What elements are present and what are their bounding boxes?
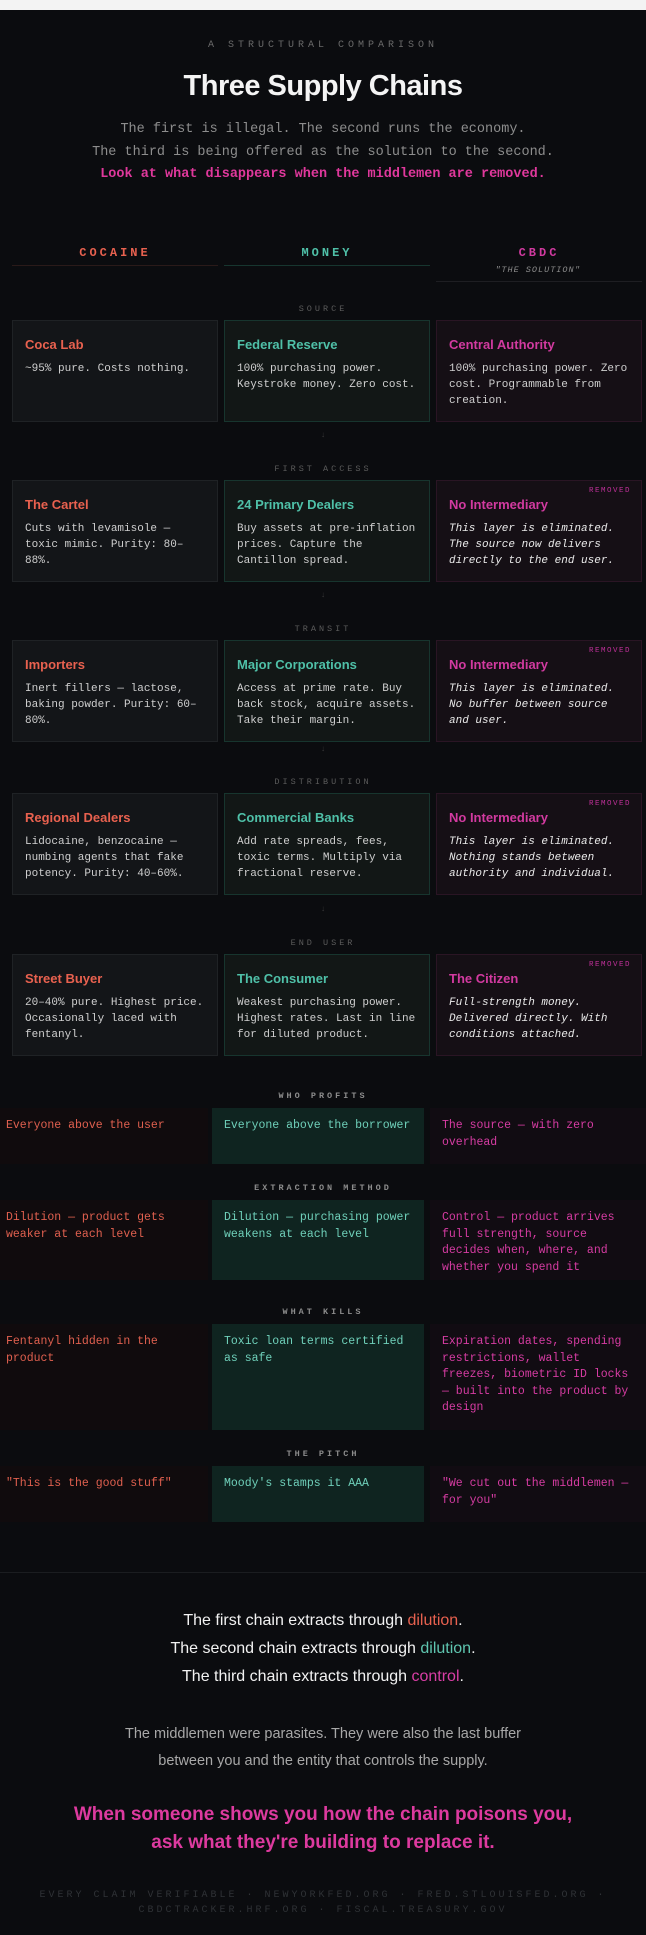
card-text: Inert fillers — lactose, baking powder. Purity: 60–80%. [25,683,197,727]
card-commercial-banks [224,793,430,895]
card-title: The Citizen [449,971,519,986]
conclusion-text: The first chain extracts through [183,1612,408,1629]
card-no-intermediary-3 [436,793,642,895]
card-text: Cuts with levamisole — toxic mimic. Purity: 80–88%. [25,523,184,567]
subtitle-line-2: The third is being offered as the solution to the second. [92,145,554,160]
card-title: No Intermediary [449,810,548,825]
summary-label-extraction: EXTRACTION METHOD [254,1183,392,1193]
kicker: A STRUCTURAL COMPARISON [207,40,439,51]
column-underline-cocaine [12,265,218,266]
stage-label-source: SOURCE [298,304,348,314]
closing-paragraph-line-1: The middlemen were parasites. They were also the last buffer [125,1726,521,1742]
conclusion-line-2 [0,1640,646,1658]
card-text: Full-strength money. Delivered directly. With conditions attached. [449,997,608,1041]
summary-cocaine-extraction: Dilution — product gets weaker at each level [0,1200,208,1280]
card-text: Access at prime rate. Buy back stock, acquire assets. Take their margin. [237,683,416,727]
conclusion-text: The third chain extracts through [182,1668,412,1685]
top-bar [0,0,646,10]
card-title: Commercial Banks [237,810,355,825]
keyword-dilution: dilution [407,1612,459,1629]
card-text: This layer is eliminated. The source now delivers directly to the end user. [449,523,615,567]
removed-badge: REMOVED [588,487,631,495]
card-major-corporations [224,640,430,742]
card-the-cartel [12,480,218,582]
card-federal-reserve [224,320,430,422]
page-title: Three Supply Chains [183,70,463,102]
summary-cbdc-extraction: Control — product arrives full strength, source decides when, where, and whether you spend it [430,1200,646,1280]
cbdc-solution-note: "THE SOLUTION" [495,265,581,275]
card-title: Street Buyer [25,971,103,986]
closing-paragraph-line-2: between you and the entity that controls the supply. [158,1753,488,1769]
conclusion-text: . [459,1668,464,1685]
down-arrow-icon: ↓ [321,744,325,753]
summary-money-the-pitch: Moody's stamps it AAA [212,1466,424,1522]
removed-badge: REMOVED [588,961,631,969]
column-head-cbdc: CBDC [518,246,560,260]
card-title: Coca Lab [25,337,84,352]
card-regional-dealers [12,793,218,895]
card-the-consumer [224,954,430,1056]
summary-label-what-kills: WHAT KILLS [282,1307,364,1317]
summary-money-who-profits: Everyone above the borrower [212,1108,424,1164]
column-underline-money [224,265,430,266]
conclusion-text: . [471,1640,476,1657]
stage-label-distribution: DISTRIBUTION [274,777,372,787]
card-title: The Cartel [25,497,89,512]
down-arrow-icon: ↓ [321,904,325,913]
footer-sources-line-1: EVERY CLAIM VERIFIABLE · NEWYORKFED.ORG · FRED.STLOUISFED.ORG · [39,1890,607,1901]
card-no-intermediary-2 [436,640,642,742]
card-title: Central Authority [449,337,555,352]
keyword-dilution: dilution [420,1640,472,1657]
card-text: 100% purchasing power. Zero cost. Programmable from creation. [449,363,628,407]
stage-label-end-user: END USER [290,938,356,948]
summary-money-extraction: Dilution — purchasing power weakens at each level [212,1200,424,1280]
card-importers [12,640,218,742]
summary-money-what-kills: Toxic loan terms certified as safe [212,1324,424,1430]
summary-cbdc-who-profits: The source — with zero overhead [430,1108,646,1164]
card-coca-lab [12,320,218,422]
card-title: Federal Reserve [237,337,338,352]
summary-cbdc-the-pitch: "We cut out the middlemen — for you" [430,1466,646,1522]
down-arrow-icon: ↓ [321,430,325,439]
footer-sources-line-2: CBDCTRACKER.HRF.ORG · FISCAL.TREASURY.GOV [138,1905,508,1916]
card-text: 100% purchasing power. Keystroke money. Zero cost. [237,363,416,391]
keyword-control: control [411,1668,460,1685]
stage-label-first-access: FIRST ACCESS [274,464,372,474]
final-statement-line-2: ask what they're building to replace it. [151,1832,495,1853]
conclusion-line-1 [0,1612,646,1630]
card-title: The Consumer [237,971,329,986]
summary-label-who-profits: WHO PROFITS [278,1091,368,1101]
card-the-citizen [436,954,642,1056]
subtitle-highlight: Look at what disappears when the middlemen are removed. [100,167,546,182]
stage-label-transit: TRANSIT [294,624,352,634]
removed-badge: REMOVED [588,800,631,808]
card-primary-dealers [224,480,430,582]
summary-cocaine-the-pitch: "This is the good stuff" [0,1466,208,1522]
conclusion-text: . [458,1612,463,1629]
down-arrow-icon: ↓ [321,590,325,599]
summary-cbdc-what-kills: Expiration dates, spending restrictions, wallet freezes, biometric ID locks — built into the product by design [430,1324,646,1430]
card-central-authority [436,320,642,422]
section-divider [0,1572,646,1573]
card-street-buyer [12,954,218,1056]
column-underline-cbdc [436,281,642,282]
card-title: Major Corporations [237,657,357,672]
card-text: Add rate spreads, fees, toxic terms. Multiply via fractional reserve. [237,836,403,880]
column-head-cocaine: COCAINE [79,246,151,260]
column-head-money: MONEY [301,246,353,260]
card-text: This layer is eliminated. Nothing stands between authority and individual. [449,836,615,880]
conclusion-line-3 [0,1668,646,1686]
card-title: Importers [25,657,85,672]
card-text: Buy assets at pre-inflation prices. Capture the Cantillon spread. [237,523,416,567]
card-text: Lidocaine, benzocaine — numbing agents that fake potency. Purity: 40–60%. [25,836,184,880]
card-text: This layer is eliminated. No buffer between source and user. [449,683,615,727]
card-text: ~95% pure. Costs nothing. [25,363,191,375]
summary-label-the-pitch: THE PITCH [286,1449,360,1459]
summary-cocaine-what-kills: Fentanyl hidden in the product [0,1324,208,1430]
card-title: Regional Dealers [25,810,131,825]
card-title: 24 Primary Dealers [237,497,355,512]
card-text: Weakest purchasing power. Highest rates. Last in line for diluted product. [237,997,416,1041]
card-no-intermediary-1 [436,480,642,582]
card-title: No Intermediary [449,657,548,672]
removed-badge: REMOVED [588,647,631,655]
summary-cocaine-who-profits: Everyone above the user [0,1108,208,1164]
final-statement-line-1: When someone shows you how the chain poisons you, [73,1804,573,1825]
conclusion-text: The second chain extracts through [170,1640,421,1657]
card-title: No Intermediary [449,497,548,512]
subtitle-line-1: The first is illegal. The second runs the economy. [120,122,526,137]
card-text: 20–40% pure. Highest price. Occasionally laced with fentanyl. [25,997,204,1041]
